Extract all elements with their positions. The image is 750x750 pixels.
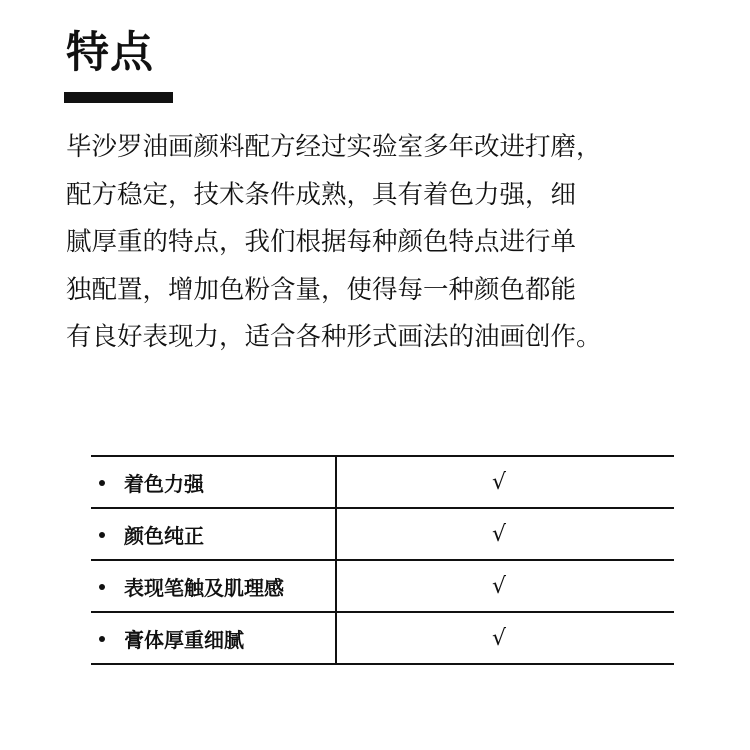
feature-check-cell: [336, 456, 674, 508]
feature-label-cell: [91, 508, 336, 560]
intro-line: 独配置，增加色粉含量，使得每一种颜色都能: [66, 274, 577, 305]
check-mark-icon: √: [492, 573, 507, 599]
check-mark-icon: √: [492, 625, 507, 651]
feature-label-cell: [91, 560, 336, 612]
intro-line: 腻厚重的特点，我们根据每种颜色特点进行单: [66, 227, 577, 257]
table-row: [91, 508, 674, 560]
intro-line: 有良好表现力，适合各种形式画法的油画创作。: [66, 322, 602, 352]
intro-paragraph: [66, 124, 706, 362]
bullet-icon: [99, 636, 105, 642]
title-underline-bar: [64, 92, 173, 103]
feature-label: 颜色纯正: [124, 523, 204, 548]
page-title: 特点: [66, 28, 154, 78]
intro-line: 配方稳定，技术条件成熟，具有着色力强，细: [66, 179, 577, 210]
table-row: [91, 612, 674, 664]
feature-table: [91, 455, 674, 665]
table-row: [91, 560, 674, 612]
bullet-icon: [99, 532, 105, 538]
intro-line: 毕沙罗油画颜料配方经过实验室多年改进打磨，: [66, 132, 602, 162]
feature-label-cell: [91, 612, 336, 664]
feature-label: 膏体厚重细腻: [124, 627, 244, 652]
bullet-icon: [99, 584, 105, 590]
bullet-icon: [99, 480, 105, 486]
check-mark-icon: √: [492, 521, 507, 547]
feature-label: 着色力强: [124, 471, 204, 496]
feature-label: 表现笔触及肌理感: [124, 575, 284, 600]
feature-check-cell: [336, 560, 674, 612]
feature-check-cell: [336, 508, 674, 560]
feature-label-cell: [91, 456, 336, 508]
feature-check-cell: [336, 612, 674, 664]
check-mark-icon: √: [492, 469, 507, 495]
table-row: [91, 456, 674, 508]
